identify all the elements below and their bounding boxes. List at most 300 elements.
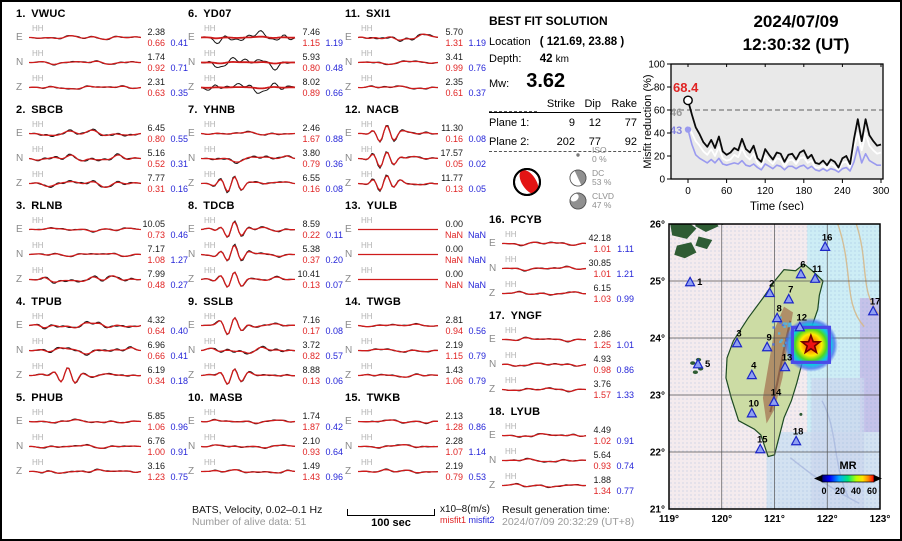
beachball-icon	[507, 162, 547, 202]
misfit1-value: 0.16	[302, 183, 320, 194]
x-tick-label: 60	[721, 186, 733, 197]
channel-row-VWUC-Z	[16, 75, 188, 100]
misfit1-value: 1.01	[593, 268, 611, 279]
misfit-chart-svg	[642, 54, 902, 210]
amplitude-misfit-values	[296, 27, 343, 49]
component-label: N	[345, 249, 353, 260]
synthetic-waveform	[502, 242, 586, 245]
peak-amplitude: 10.41	[297, 268, 320, 279]
result-value: 2024/07/09 20:32:29 (UT+8)	[502, 516, 635, 528]
misfit2-value: 0.16	[170, 183, 188, 194]
waveform-trace	[201, 171, 296, 196]
misfit1-value: 0.93	[302, 446, 320, 457]
trace-svg	[29, 409, 141, 434]
component-label: N	[345, 345, 353, 356]
synthetic-waveform	[29, 323, 141, 328]
component-label: Z	[188, 178, 195, 189]
channel-code: HH	[204, 241, 216, 250]
time-scalebar	[347, 509, 435, 529]
misfit2-value: NaN	[467, 279, 486, 290]
station-block-TWKB	[345, 392, 486, 484]
station-number-2: 2	[769, 278, 775, 290]
misfit2-value: 0.40	[170, 325, 188, 336]
map-svg	[642, 214, 902, 536]
col-strike: Strike	[546, 98, 575, 110]
misfit1-value: 0.13	[302, 375, 320, 386]
peak-amplitude: 0.00	[445, 218, 463, 229]
misfit2-value: 0.64	[325, 446, 343, 457]
waveform-trace	[201, 242, 296, 267]
component-label: E	[489, 430, 496, 441]
station-header: 11. SXI1	[345, 8, 391, 20]
misfit1-value: NaN	[444, 254, 463, 265]
misfit1-value: 1.23	[147, 471, 165, 482]
misfit1-value: 1.00	[147, 446, 165, 457]
misfit2-value: 0.71	[170, 62, 188, 73]
misfit1-value: 0.13	[302, 279, 320, 290]
depth-row	[489, 53, 641, 65]
mechanism-block	[489, 145, 641, 216]
lat-label: 25°	[649, 276, 665, 288]
misfit2-value: 1.27	[170, 254, 188, 265]
channel-row-SSLB-E	[188, 313, 343, 338]
best-fit-solution-panel	[489, 14, 641, 152]
channel-row-SBCB-N	[16, 146, 188, 171]
channel-row-TDCB-N	[188, 242, 343, 267]
misfit1-value: 1.02	[593, 435, 611, 446]
synthetic-waveform	[358, 61, 438, 64]
station-header: 13. YULB	[345, 200, 398, 212]
channel-row-NACB-Z	[345, 171, 486, 196]
annotation-43: 43	[670, 125, 683, 137]
peak-amplitude: 5.70	[445, 26, 463, 37]
misfit1-value: 0.79	[302, 158, 320, 169]
amplitude-misfit-values	[439, 340, 486, 362]
amplitude-misfit-values	[141, 123, 188, 145]
channel-code: HH	[32, 337, 44, 346]
misfit1-value: 1.34	[593, 485, 611, 496]
channel-row-LYUB-N	[489, 448, 634, 473]
misfit2-value: 1.33	[616, 389, 634, 400]
peak-amplitude: 2.19	[445, 460, 463, 471]
peak-amplitude: 2.31	[147, 76, 165, 87]
synthetic-waveform	[29, 130, 141, 135]
station-block-TWGB	[345, 296, 486, 388]
peak-amplitude: 0.00	[445, 243, 463, 254]
peak-amplitude: 1.74	[302, 410, 320, 421]
station-header: 10. MASB	[188, 392, 243, 404]
amplitude-unit: x10–8(m/s)	[440, 504, 491, 515]
depth-unit: km	[555, 54, 569, 65]
peak-amplitude: 3.41	[445, 51, 463, 62]
lon-label: 123°	[869, 514, 891, 525]
misfit2-value: 0.18	[170, 375, 188, 386]
alive-data: Number of alive data: 51	[192, 516, 307, 528]
amplitude-misfit-values	[296, 436, 343, 458]
observed-waveform	[201, 369, 295, 385]
channel-row-LYUB-Z	[489, 473, 634, 498]
amplitude-misfit-values	[439, 77, 486, 99]
component-label: Z	[188, 466, 195, 477]
synthetic-waveform	[201, 132, 295, 135]
misfit2-value: 0.96	[170, 421, 188, 432]
station-block-YD07	[188, 8, 343, 100]
waveform-trace	[29, 313, 141, 338]
lat-label: 22°	[649, 447, 665, 459]
trace-svg	[29, 434, 141, 459]
peak-amplitude: 5.38	[302, 243, 320, 254]
component-label: N	[188, 249, 196, 260]
x-tick-label: 300	[872, 186, 890, 197]
station-number-7: 7	[788, 284, 794, 296]
channel-row-MASB-N	[188, 434, 343, 459]
synthetic-waveform	[502, 388, 586, 391]
waveform-trace	[358, 171, 439, 196]
misfit1-value: 1.07	[445, 446, 463, 457]
component-label: Z	[16, 274, 23, 285]
component-label: E	[489, 334, 496, 345]
misfit2-value: 0.91	[616, 435, 634, 446]
component-label: Z	[345, 178, 352, 189]
misfit1-value: 0.17	[302, 325, 320, 336]
amplitude-misfit-values	[439, 173, 486, 195]
x-tick-label: 0	[685, 186, 691, 197]
peak-amplitude: 1.49	[302, 460, 320, 471]
component-label: E	[345, 128, 352, 139]
channel-row-YULB-Z	[345, 267, 486, 292]
trace-svg	[29, 25, 141, 50]
misfit1-value: NaN	[444, 229, 463, 240]
misfit1-value: 0.80	[147, 133, 165, 144]
peak-amplitude: 3.16	[147, 460, 165, 471]
colorbar-tick: 20	[834, 486, 846, 496]
amplitude-misfit-values	[141, 244, 188, 266]
channel-row-TWKB-Z	[345, 459, 486, 484]
channel-code: HH	[361, 266, 373, 275]
y-tick-label: 60	[653, 105, 665, 117]
misfit1-value: 1.08	[147, 254, 165, 265]
channel-code: HH	[32, 170, 44, 179]
depth-value: 42	[539, 53, 553, 65]
lat-label: 26°	[649, 219, 665, 231]
synthetic-waveform	[29, 61, 141, 64]
component-label: N	[345, 153, 353, 164]
peak-amplitude: 4.32	[147, 314, 165, 325]
station-number-8: 8	[776, 303, 782, 315]
misfit1-value: 1.03	[593, 293, 611, 304]
channel-row-YD07-Z	[188, 75, 343, 100]
component-label: N	[16, 441, 24, 452]
waveform-trace	[358, 267, 439, 292]
waveform-trace	[502, 423, 587, 448]
channel-code: HH	[204, 49, 216, 58]
misfit1-value: 0.34	[147, 375, 165, 386]
plane1-row: Plane 1: 9 12 77	[489, 117, 637, 129]
waveform-trace	[358, 242, 439, 267]
peak-amplitude: 5.64	[593, 449, 611, 460]
trace-svg	[29, 121, 141, 146]
misfit2-value: 1.11	[617, 243, 634, 254]
location-label: Location	[489, 36, 531, 48]
synthetic-waveform	[29, 228, 141, 231]
component-label: Z	[188, 274, 195, 285]
amplitude-misfit-values	[141, 315, 188, 337]
y-axis-title: Misfit reduction (%)	[642, 74, 654, 169]
channel-row-YHNB-E	[188, 121, 343, 146]
channel-code: HH	[32, 24, 44, 33]
channel-code: HH	[505, 447, 517, 456]
waveform-trace	[29, 363, 141, 388]
channel-code: HH	[361, 241, 373, 250]
result-generation-time	[502, 504, 634, 528]
channel-code: HH	[361, 362, 373, 371]
channel-code: HH	[204, 337, 216, 346]
waveform-trace	[29, 121, 141, 146]
station-header: 9. SSLB	[188, 296, 234, 308]
misfit1-legend: misfit1	[440, 515, 467, 525]
amplitude-misfit-values	[141, 411, 188, 433]
waveform-trace	[201, 409, 296, 434]
station-header: 6. YD07	[188, 8, 232, 20]
channel-code: HH	[32, 312, 44, 321]
waveform-trace	[201, 146, 296, 171]
misfit1-value: 1.25	[593, 339, 611, 350]
misfit2-value: 0.46	[170, 229, 188, 240]
lat-label: 23°	[649, 390, 665, 402]
misfit1-value: 1.15	[445, 350, 463, 361]
iso-pct: 0 %	[592, 154, 607, 164]
synthetic-waveform	[201, 37, 295, 39]
channel-row-YULB-E	[345, 217, 486, 242]
channel-row-YD07-E	[188, 25, 343, 50]
misfit1-value: 0.05	[445, 158, 463, 169]
trace-svg	[29, 363, 141, 388]
station-number-18: 18	[792, 426, 804, 438]
channel-row-SBCB-E	[16, 121, 188, 146]
station-number-11: 11	[812, 264, 823, 276]
peak-amplitude: 2.81	[445, 314, 463, 325]
amplitude-misfit-values	[439, 461, 486, 483]
station-block-MASB	[188, 392, 343, 484]
misfit2-value: 0.96	[325, 471, 343, 482]
channel-code: HH	[32, 49, 44, 58]
annotation-68-4: 68.4	[673, 80, 699, 95]
peak-amplitude: 2.10	[302, 435, 320, 446]
component-label: E	[188, 224, 195, 235]
lat-label: 21°	[649, 504, 665, 516]
waveform-trace	[358, 146, 439, 171]
channel-code: HH	[361, 24, 373, 33]
misfit2-value: 0.05	[468, 183, 486, 194]
channel-code: HH	[32, 433, 44, 442]
misfit2-value: 0.42	[325, 421, 343, 432]
amplitude-misfit-values	[141, 148, 188, 170]
clvd-label: CLVD	[592, 191, 615, 201]
band-info: BATS, Velocity, 0.02–0.1 Hz	[192, 504, 323, 516]
misfit2-value: 0.08	[468, 133, 486, 144]
peak-amplitude: 7.16	[302, 314, 320, 325]
channel-row-SSLB-Z	[188, 363, 343, 388]
synthetic-waveform	[201, 420, 295, 423]
synthetic-waveform	[29, 420, 141, 423]
peak-amplitude: 17.57	[440, 147, 463, 158]
station-block-SXI1	[345, 8, 486, 100]
waveform-trace	[29, 146, 141, 171]
x-tick-label: 240	[834, 186, 851, 197]
misfit1-value: 0.31	[147, 183, 165, 194]
channel-row-MASB-Z	[188, 459, 343, 484]
misfit1-value: 1.31	[445, 37, 463, 48]
misfit2-value: 1.19	[468, 37, 486, 48]
trace-svg	[29, 242, 141, 267]
channel-row-TWKB-N	[345, 434, 486, 459]
channel-row-SBCB-Z	[16, 171, 188, 196]
synthetic-waveform	[29, 254, 141, 257]
peak-amplitude: 8.88	[302, 364, 320, 375]
channel-row-YHNB-N	[188, 146, 343, 171]
synthetic-waveform	[201, 177, 295, 191]
peak-amplitude: 6.96	[147, 339, 165, 350]
misfit2-value: 1.01	[616, 339, 634, 350]
amplitude-misfit-values	[296, 269, 343, 291]
waveform-trace	[29, 409, 141, 434]
amplitude-misfit-values	[141, 27, 188, 49]
synthetic-waveform	[201, 470, 295, 473]
waveform-trace	[502, 352, 587, 377]
waveform-trace	[502, 281, 587, 306]
channel-row-SXI1-N	[345, 50, 486, 75]
station-number-5: 5	[705, 359, 711, 371]
misfit1-value: 1.67	[302, 133, 320, 144]
misfit2-value: 0.86	[468, 421, 486, 432]
component-label: N	[188, 153, 196, 164]
component-label: E	[345, 224, 352, 235]
waveform-trace	[29, 25, 141, 50]
peak-amplitude: 7.17	[147, 243, 165, 254]
component-label: N	[489, 359, 497, 370]
amplitude-misfit-values	[141, 219, 188, 241]
waveform-trace	[201, 217, 296, 242]
amplitude-misfit-values	[439, 315, 486, 337]
station-header: 17. YNGF	[489, 310, 542, 322]
amplitude-misfit-values	[296, 148, 343, 170]
amplitude-misfit-values	[439, 365, 486, 387]
misfit1-value: 1.06	[445, 375, 463, 386]
misfit2-value: 0.06	[325, 375, 343, 386]
station-number-6: 6	[800, 259, 806, 271]
component-label: N	[188, 57, 196, 68]
channel-row-TPUB-E	[16, 313, 188, 338]
amplitude-misfit-values	[439, 269, 486, 291]
lon-label: 121°	[764, 514, 785, 525]
waveform-trace	[201, 459, 296, 484]
channel-row-TDCB-Z	[188, 267, 343, 292]
trace-svg	[29, 313, 141, 338]
misfit2-value: 0.55	[170, 133, 188, 144]
channel-code: HH	[32, 266, 44, 275]
iso-item	[569, 146, 607, 164]
amplitude-misfit-values	[141, 461, 188, 483]
amplitude-misfit-values	[439, 27, 486, 49]
waveform-trace	[29, 50, 141, 75]
component-label: N	[345, 57, 353, 68]
synthetic-waveform	[502, 292, 586, 295]
misfit1-value: 0.63	[147, 87, 165, 98]
misfit2-value: 0.08	[325, 183, 343, 194]
peak-amplitude: 2.28	[445, 435, 463, 446]
waveform-trace	[502, 327, 587, 352]
trace-svg	[29, 267, 141, 292]
component-label: Z	[16, 370, 23, 381]
amplitude-misfit-values	[296, 123, 343, 145]
component-label: Z	[489, 480, 496, 491]
waveform-trace	[201, 434, 296, 459]
misfit1-value: 1.28	[445, 421, 463, 432]
misfit1-value: 1.57	[593, 389, 611, 400]
plane-table-header	[489, 98, 641, 113]
location-value: ( 121.69, 23.88 )	[539, 36, 625, 48]
y-tick-label: 80	[653, 82, 665, 94]
peak-amplitude: 5.85	[147, 410, 165, 421]
misfit1-value: 0.94	[445, 325, 463, 336]
waveform-trace	[29, 459, 141, 484]
channel-code: HH	[204, 362, 216, 371]
amplitude-misfit-values	[141, 77, 188, 99]
amplitude-misfit-values	[587, 379, 634, 401]
y-tick-label: 0	[659, 174, 665, 186]
station-number-10: 10	[748, 398, 760, 410]
station-header: 3. RLNB	[16, 200, 63, 212]
channel-row-YNGF-N	[489, 352, 634, 377]
misfit1-value: 0.92	[147, 62, 165, 73]
synthetic-waveform	[201, 445, 295, 448]
lon-label: 120°	[711, 514, 733, 525]
channel-row-LYUB-E	[489, 423, 634, 448]
channel-code: HH	[32, 362, 44, 371]
channel-code: HH	[361, 49, 373, 58]
synthetic-waveform	[29, 86, 141, 89]
peak-amplitude: 6.55	[302, 172, 320, 183]
iso-icon	[569, 146, 587, 164]
channel-code: HH	[361, 216, 373, 225]
channel-code: HH	[505, 472, 517, 481]
trace-svg	[29, 459, 141, 484]
component-label: E	[345, 32, 352, 43]
dc-pct: 53 %	[592, 177, 612, 187]
peak-amplitude: 1.74	[147, 51, 165, 62]
misfit2-legend: misfit2	[468, 515, 495, 525]
channel-row-TWGB-Z	[345, 363, 486, 388]
amplitude-misfit-values	[141, 340, 188, 362]
peak-amplitude: 5.93	[302, 51, 320, 62]
channel-code: HH	[505, 422, 517, 431]
station-header: 8. TDCB	[188, 200, 235, 212]
amplitude-misfit-values	[141, 173, 188, 195]
misfit2-value: 0.99	[616, 293, 634, 304]
misfit1-value: 1.43	[302, 471, 320, 482]
peak-amplitude: 0.00	[445, 268, 463, 279]
station-header: 16. PCYB	[489, 214, 542, 226]
amplitude-misfit-values	[587, 283, 634, 305]
channel-code: HH	[505, 255, 517, 264]
lat-label: 24°	[649, 333, 665, 345]
peak-amplitude: 6.45	[147, 122, 165, 133]
channel-row-YHNB-Z	[188, 171, 343, 196]
channel-row-PCYB-N	[489, 256, 634, 281]
amplitude-misfit-values	[439, 411, 486, 433]
component-label: N	[188, 345, 196, 356]
component-label: E	[16, 224, 23, 235]
